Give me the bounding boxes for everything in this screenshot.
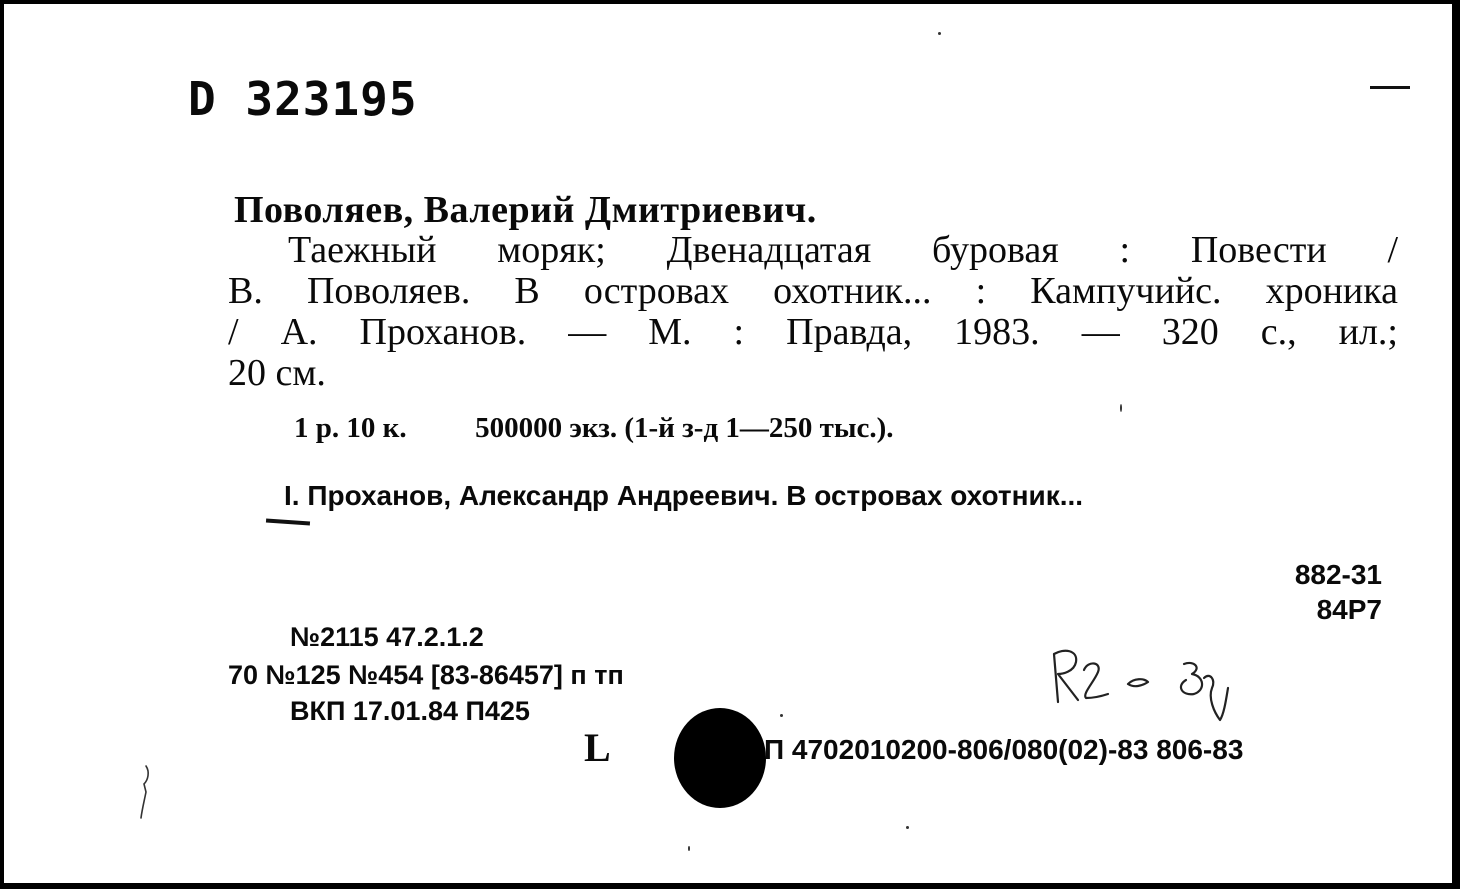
order-line: 70 №125 №454 [83-86457] п тп <box>228 660 624 690</box>
speck <box>780 714 783 717</box>
catalog-card <box>4 4 1452 883</box>
author-heading: Поволяев, Валерий Дмитриевич. <box>234 189 817 231</box>
classification-code: 84Р7 <box>1316 594 1382 625</box>
handwritten-note <box>1044 644 1244 734</box>
bibliographic-description <box>228 230 1398 394</box>
price-and-print-run <box>294 412 894 445</box>
classification-number: 882-31 <box>1294 559 1382 590</box>
tracing-entry: I. Проханов, Александр Андреевич. В островах охотник... <box>284 480 1084 511</box>
speck <box>938 32 941 35</box>
price: 1 р. 10 к. <box>294 412 407 444</box>
speck <box>1120 404 1122 412</box>
order-line: №2115 47.2.1.2 <box>290 622 484 652</box>
isbn-line: П 4702010200-806/080(02)-83 806-83 <box>764 734 1244 765</box>
print-run: 500000 экз. (1-й з-д 1—250 тыс.). <box>475 412 894 444</box>
punch-hole <box>674 708 766 808</box>
order-line: ВКП 17.01.84 П425 <box>290 696 530 726</box>
tracing-underline-mark <box>266 518 310 525</box>
speck <box>906 826 909 829</box>
description-line: / А. Проханов. — М. : Правда, 1983. — 320 с., ил.; <box>228 311 1398 353</box>
description-line: 20 см. <box>228 352 326 394</box>
speck <box>688 846 690 851</box>
corner-dash-mark <box>1370 86 1410 89</box>
shelf-mark: L <box>584 725 611 770</box>
description-line: Таежный моряк; Двенадцатая буровая : Повести / <box>288 229 1398 271</box>
catalog-number: D 323195 <box>188 72 418 126</box>
margin-scribble-mark <box>136 762 156 822</box>
description-line: В. Поволяев. В островах охотник... : Кампучийс. хроника <box>228 270 1398 312</box>
